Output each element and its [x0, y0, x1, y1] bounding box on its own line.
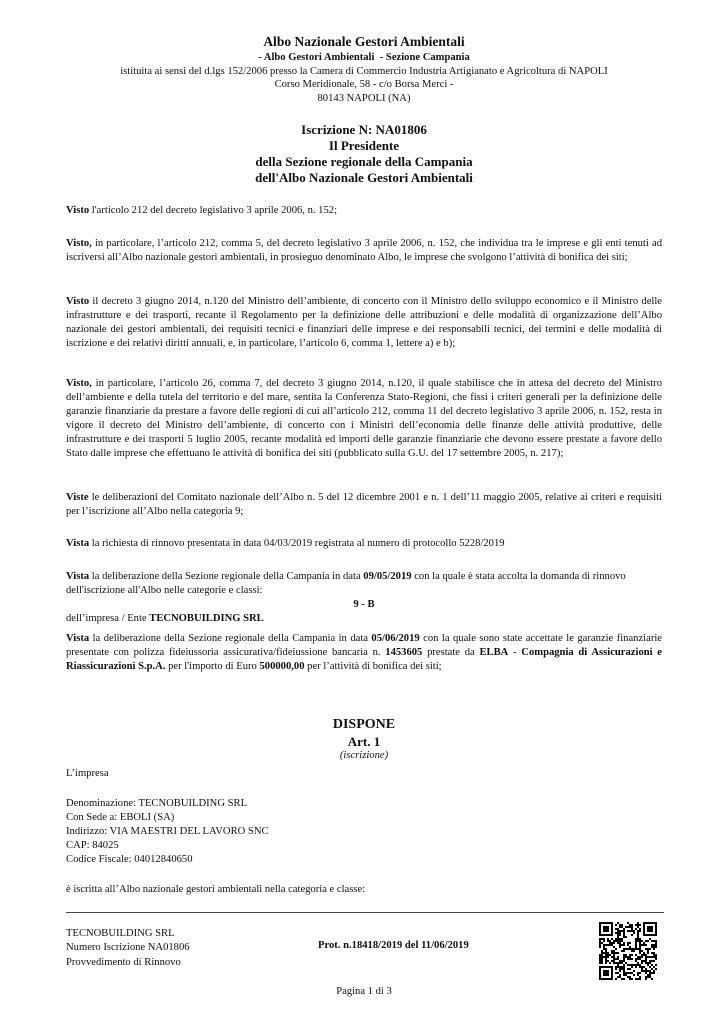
dispone-block	[60, 717, 668, 763]
paragraph-1	[66, 204, 662, 218]
p7-text: la deliberazione della Sezione regionale della Campania in data	[89, 571, 364, 582]
indirizzo: Indirizzo: VIA MAESTRI DEL LAVORO SNC	[66, 825, 269, 837]
iscritta-text: è iscritta all’Albo nazionale gestori ambientali nella categoria e classe:	[66, 884, 366, 895]
polizza-number: 1453605	[385, 646, 423, 658]
paragraph-7	[66, 570, 662, 626]
p7-keyword: Vista	[66, 571, 90, 582]
p9-text-5: per l'importo di Euro	[165, 660, 260, 672]
p3-text: il decreto 3 giugno 2014, n.120 del Ministro dell’ambiente, di concerto con il Ministro dello sviluppo economico e il Ministro delle infrastrutture e dei trasporti, recante il Regolamento per la definizione delle attribuzioni e delle modalità di organizzazione dell’Albo nazionale dei gestori ambientali, dei requisiti tecnici e finanziari delle imprese e dei responsabili tecnici, dei termini e delle modalità di iscrizione e dei relativi diritti annuali, e, in particolare, l’articolo 6, comma 1, lettere a) e b);	[66, 296, 662, 349]
p4-text: in particolare, l’articolo 26, comma 7, del decreto 3 giugno 2014, n.120, il quale stabilisce che in attesa del decreto del Ministro dell’ambiente e della tutela del territorio e del mare, sentita la Conferenza Stato-Regioni, che fissi i criteri generali per la definizione delle garanzie finanziarie da prestare a favore delle regioni di cui all’articolo 212, comma 11 del decreto legislativo 3 aprile 2006, n. 152, resta in vigore il decreto del Ministro dell’ambiente, di concerto con i Ministri dell’economia delle finanze delle attività produttive, delle infrastrutture e dei trasporti 5 luglio 2005, recante modalità ed importi delle garanzie finanziarie che devono essere prestate a favore dello Stato dalle imprese che effettuano le attività di bonifica dei siti (pubblicato sulla G.U. del 17 settembre 2005, n. 217);	[66, 378, 662, 459]
insurer-short: ELBA	[479, 646, 509, 658]
footer-company: TECNOBUILDING SRL	[66, 928, 175, 939]
p6-text: la richiesta di rinnovo presentata in data 04/03/2019 registrata al numero di protocollo 5228/2019	[89, 538, 505, 549]
p2-text: in particolare, l’articolo 212, comma 5, del decreto legislativo 3 aprile 2006, n. 152, che individua tra le imprese e gli enti tenuti ad iscriversi all’Albo nazionale gestori ambientali, in prosieguo denominato Albo, le imprese che svolgono l’attività di bonifica dei siti;	[66, 238, 662, 263]
p5-keyword: Viste	[66, 492, 89, 503]
paragraph-5	[66, 491, 662, 519]
paragraph-4	[66, 377, 662, 461]
header-title: Albo Nazionale Gestori Ambientali	[263, 34, 465, 49]
header-address: Corso Meridionale, 58 - c/o Borsa Merci -	[274, 79, 454, 91]
p9-text-3: prestate da	[422, 646, 480, 658]
header-albo-label: - Albo Gestori Ambientali	[258, 51, 375, 63]
p9-text-2: con la quale sono state accettate le garanzie finanziarie presentate con polizza fideiussoria assicurativa/fideiussione bancaria n.	[66, 633, 662, 658]
p5-text: le deliberazioni del Comitato nazionale dell’Albo n. 5 del 12 dicembre 2001 e n. 1 dell’11 maggio 2005, relative ai criteri e requisiti per l’iscrizione all’Albo nella categoria 9;	[66, 492, 662, 517]
p9-text: la deliberazione della Sezione regionale della Campania in data	[89, 633, 372, 644]
p9-keyword: Vista	[66, 633, 90, 644]
footer-info	[66, 927, 190, 970]
p1-keyword: Visto	[66, 205, 90, 216]
denominazione: Denominazione: TECNOBUILDING SRL	[66, 798, 248, 809]
footer-divider	[66, 912, 664, 913]
paragraph-9	[66, 632, 662, 674]
document-header	[60, 34, 668, 106]
categoria-classe: 9 - B	[353, 598, 375, 610]
p8-text: dell’impresa / Ente	[66, 612, 150, 624]
p9-date: 05/06/2019	[371, 633, 420, 644]
paragraph-6	[66, 537, 662, 551]
article-title: Art. 1	[347, 733, 381, 749]
paragraph-2	[66, 237, 662, 265]
insurer-name: Compagnia di Assicurazioni e Riassicurazioni S.p.A.	[66, 646, 663, 672]
iscritta-line	[66, 883, 662, 897]
header-city: 80143 NAPOLI (NA)	[317, 93, 411, 105]
codice-fiscale: Codice Fiscale: 04012840650	[66, 853, 193, 865]
albo-title: dell'Albo Nazionale Gestori Ambientali	[255, 170, 473, 186]
protocol-number: Prot. n.18418/2019 del 11/06/2019	[318, 940, 469, 951]
presidente-title: Il Presidente	[328, 138, 400, 154]
impresa-name: TECNOBUILDING SRL	[149, 612, 264, 624]
sezione-title: della Sezione regionale della Campania	[255, 154, 473, 170]
p3-keyword: Visto	[66, 296, 90, 307]
p2-keyword: Visto,	[66, 238, 92, 249]
footer-number: Numero Iscrizione NA01806	[66, 942, 190, 954]
header-subtitle	[60, 51, 668, 65]
page-number: Pagina 1 di 3	[336, 986, 392, 997]
guarantee-amount: 500000,00	[259, 660, 305, 672]
sede: Con Sede a: EBOLI (SA)	[66, 811, 175, 823]
cap: CAP: 84025	[66, 839, 119, 851]
p9-text-4: -	[508, 646, 522, 658]
paragraph-3	[66, 295, 662, 351]
iscrizione-number: Iscrizione N: NA01806	[301, 122, 427, 137]
footer-provvedimento: Provvedimento di Rinnovo	[66, 956, 181, 968]
impresa-details	[66, 797, 662, 867]
impresa-intro-text: L’impresa	[66, 768, 109, 779]
p7-date: 09/05/2019	[363, 571, 412, 582]
header-sezione-label: - Sezione Campania	[379, 51, 470, 63]
impresa-intro	[66, 767, 662, 781]
qr-code-icon	[599, 922, 657, 980]
dispone-title: DISPONE	[332, 717, 396, 732]
p9-text-6: per l’attività di bonifica dei siti;	[304, 660, 442, 672]
p1-text: l'articolo 212 del decreto legislativo 3 aprile 2006, n. 152;	[89, 205, 338, 216]
p4-keyword: Visto,	[66, 378, 92, 389]
p6-keyword: Vista	[66, 538, 90, 549]
p7-text-end: con la quale è stata accolta la domanda di rinnovo dell'iscrizione all'Albo nelle categorie e classi:	[66, 571, 626, 596]
header-istituita: istituita ai sensi del d.lgs 152/2006 presso la Camera di Commercio Industria Artigianato e Agricoltura di NAPOLI	[120, 65, 608, 77]
heading-block	[60, 122, 668, 186]
article-subtitle: (iscrizione)	[339, 750, 389, 762]
